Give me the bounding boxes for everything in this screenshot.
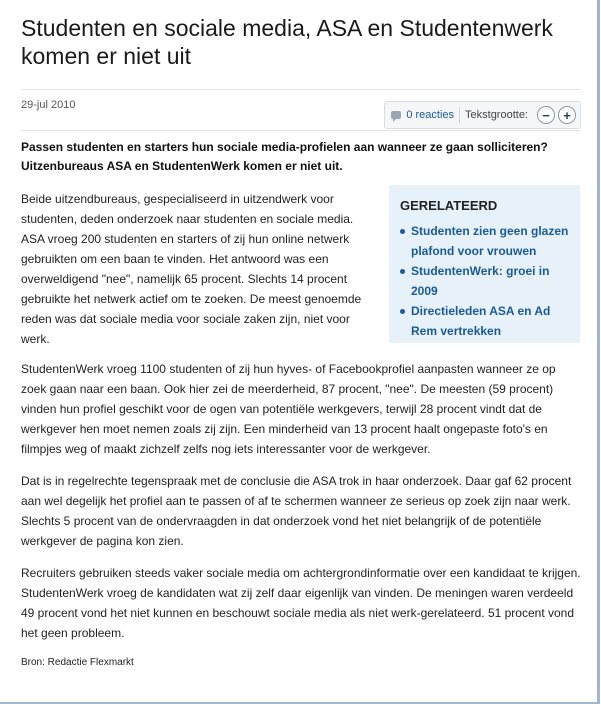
article-paragraph-1: Beide uitzendbureaus, gespecialiseerd in uitzendwerk voor studenten, deden onderzoek naar studenten en sociale media. ASA vroeg 200 studenten en starters of zij hun online netwerk gebruikten om een baan te vinden. Het antwoord was een overweldigend "nee", namelijk 65 procent. Slechts 14 procent gebruikte het netwerk actief om te zoeken. De meest genoemde reden was dat sociale media voor sociale zaken zijn, niet voor werk. (21, 192, 362, 346)
related-link[interactable]: StudentenWerk: groei in 2009 (400, 261, 575, 301)
toolbar-divider-line (21, 130, 581, 131)
plus-icon: + (563, 107, 571, 123)
article-paragraph-2: StudentenWerk vroeg 1100 studenten of zij hun hyves- of Facebookprofiel aanpasten wanneer ze op zoek gaan naar een baan. Ook hier zei de meerderheid, 87 procent, "nee". De meesten (59 procent) vinden hun profiel geschikt voor de ogen van potentiële werkgevers, terwijl 28 procent vindt dat de werkgever hen moet nemen zoals zij zijn. Een minderheid van 13 procent haalt ongepaste foto's en filmpjes weg of maakt zichzelf zelfs nog iets interessanter voor de werkgever. (21, 362, 556, 456)
related-list (400, 221, 575, 341)
title-divider (21, 89, 581, 90)
related-box (389, 185, 580, 343)
comment-icon (391, 111, 401, 119)
increase-textsize-button[interactable] (558, 106, 576, 124)
decrease-textsize-button[interactable] (537, 106, 555, 124)
article-paragraph-3: Dat is in regelrechte tegenspraak met de conclusie die ASA trok in haar onderzoek. Daar gaf 62 procent aan wel degelijk het profiel aan te passen of af te schermen wanneer ze serieus op zoek zijn naar werk. Slechts 5 procent van de ondervraagden in dat onderzoek vond het niet belangrijk of de potentiële werkgever de pagina kon zien. (21, 474, 572, 548)
toolbar-divider (459, 107, 460, 123)
article-lead: Passen studenten en starters hun sociale media-profielen aan wanneer ze gaan solliciteren? Uitzenbureaus ASA en StudentenWerk komen er niet uit. (21, 140, 548, 173)
textsize-label: Tekstgrootte: (465, 109, 528, 121)
related-heading: GERELATEERD (400, 198, 498, 213)
article-date: 29-jul 2010 (21, 99, 76, 111)
related-link[interactable]: Studenten zien geen glazen plafond voor vrouwen (400, 221, 575, 261)
article-toolbar (384, 101, 581, 129)
related-link[interactable]: Directieleden ASA en Ad Rem vertrekken (400, 301, 575, 341)
article (21, 0, 581, 668)
minus-icon: − (542, 107, 550, 123)
article-source: Bron: Redactie Flexmarkt (21, 657, 134, 668)
comments-link[interactable]: 0 reacties (406, 109, 455, 121)
article-paragraph-4: Recruiters gebruiken steeds vaker sociale media om achtergrondinformatie over een kandidaat te krijgen. StudentenWerk vroeg de kandidaten wat zij zelf daar eigenlijk van vinden. De meningen waren verdeeld 49 procent vond het niet kunnen en beschouwt sociale media als niet werk-gerelateerd. 51 procent vond het geen probleem. (21, 566, 581, 640)
article-title: Studenten en sociale media, ASA en Studentenwerk komen er niet uit (21, 15, 553, 69)
